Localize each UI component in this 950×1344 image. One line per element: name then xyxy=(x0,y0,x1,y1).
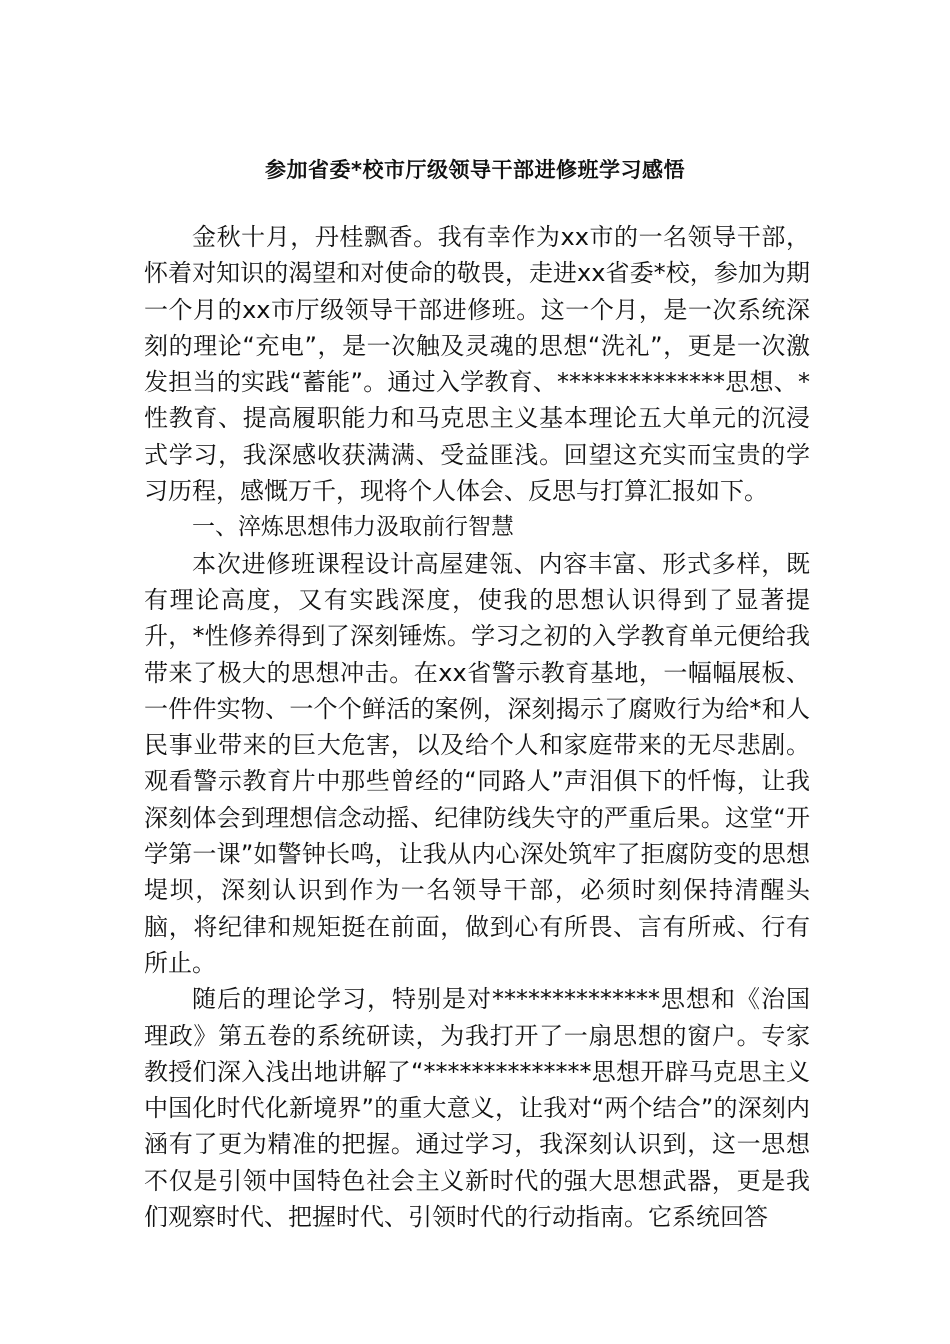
intro-paragraph: 金秋十月，丹桂飘香。我有幸作为xx市的一名领导干部，怀着对知识的渴望和对使命的敬畏，走进xx省委*校，参加为期一个月的xx市厅级领导干部进修班。这一个月，是一次系统深刻的理论“充电”，是一次触及灵魂的思想“洗礼”，更是一次激发担当的实践“蓄能”。通过入学教育、**************思想、*性教育、提高履职能力和马克思主义基本理论五大单元的沉浸式学习，我深感收获满满、受益匪浅。回望这充实而宝贵的学习历程，感慨万千，现将个人体会、反思与打算汇报如下。 xyxy=(144,223,810,506)
section-1-paragraph-2: 随后的理论学习，特别是对**************思想和《治国理政》第五卷的系统研读，为我打开了一扇思想的窗户。专家教授们深入浅出地讲解了“**************思想开辟马克思主义中国化时代化新境界”的重大意义，让我对“两个结合”的深刻内涵有了更为精准的把握。通过学习，我深刻认识到，这一思想不仅是引领中国特色社会主义新时代的强大思想武器，更是我们观察时代、把握时代、引领时代的行动指南。它系统回答 xyxy=(144,985,810,1232)
section-1-paragraph-1: 本次进修班课程设计高屋建瓴、内容丰富、形式多样，既有理论高度，又有实践深度，使我的思想认识得到了显著提升，*性修养得到了深刻锤炼。学习之初的入学教育单元便给我带来了极大的思想冲击。在xx省警示教育基地，一幅幅展板、一件件实物、一个个鲜活的案例，深刻揭示了腐败行为给*和人民事业带来的巨大危害，以及给个人和家庭带来的无尽悲剧。观看警示教育片中那些曾经的“同路人”声泪俱下的忏悔，让我深刻体会到理想信念动摇、纪律防线失守的严重后果。这堂“开学第一课”如警钟长鸣，让我从内心深处筑牢了拒腐防变的思想堤坝，深刻认识到作为一名领导干部，必须时刻保持清醒头脑，将纪律和规矩挺在前面，做到心有所畏、言有所戒、行有所止。 xyxy=(144,549,810,977)
document-body xyxy=(144,219,810,1235)
document-title: 参加省委*校市厅级领导干部进修班学习感悟 xyxy=(265,158,685,182)
section-heading-1: 一、淬炼思想伟力汲取前行智慧 xyxy=(192,514,514,541)
